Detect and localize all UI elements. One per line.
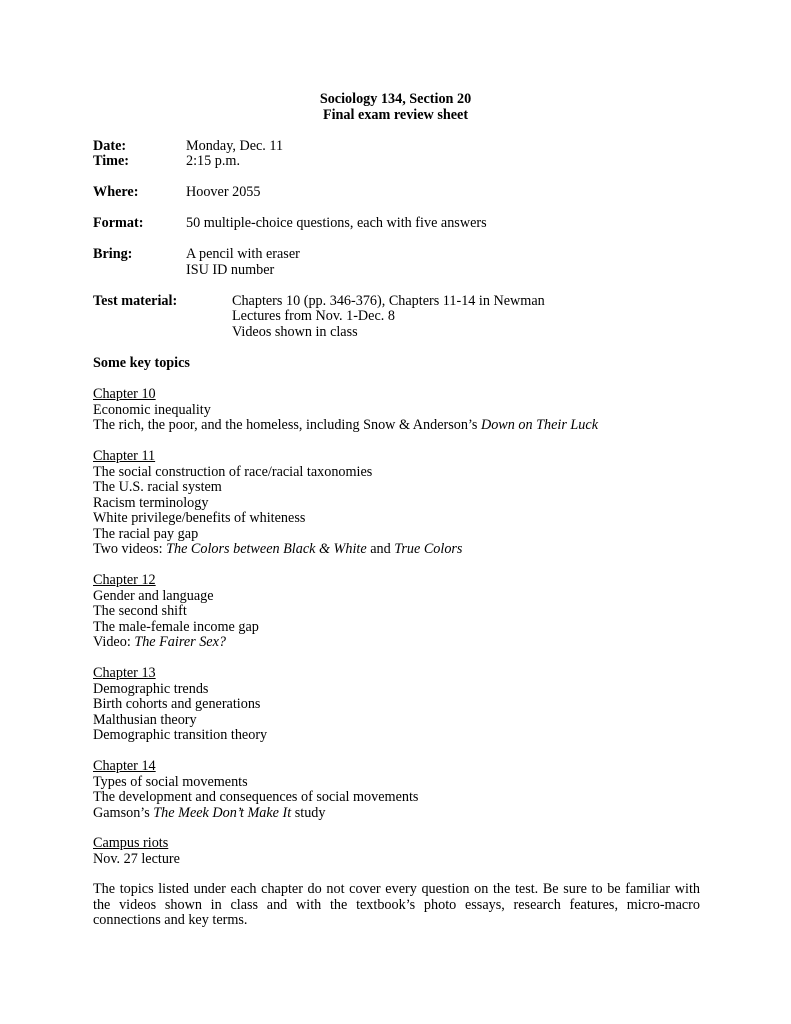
test-material-label: Test material: — [93, 293, 178, 309]
section-heading: Campus riots — [93, 835, 169, 851]
topic-item: The rich, the poor, and the homeless, including Snow & Anderson’s Down on Their Luck — [93, 417, 598, 433]
topic-item: Racism terminology — [93, 494, 209, 511]
chapter-heading: Chapter 11 — [93, 448, 156, 464]
test-material-item: Videos shown in class — [232, 324, 358, 340]
title-line-2: Final exam review sheet — [322, 106, 469, 123]
format-label: Format: — [93, 215, 144, 231]
key-topics-heading: Some key topics — [93, 355, 190, 371]
topic-item: Demographic transition theory — [93, 727, 268, 743]
topic-item: Birth cohorts and generations — [93, 696, 261, 712]
campus-riots-section — [93, 836, 180, 867]
test-material-item: Chapters 10 (pp. 346-376), Chapters 11-14 in Newman — [232, 293, 545, 309]
date-label: Date: — [93, 138, 127, 154]
chapter-10-section — [93, 387, 598, 434]
title-line-1: Sociology 134, Section 20 — [319, 91, 472, 107]
time-value: 2:15 p.m. — [186, 153, 240, 169]
topic-item: The second shift — [93, 603, 187, 619]
test-material-item: Lectures from Nov. 1-Dec. 8 — [232, 308, 395, 324]
topic-item: White privilege/benefits of whiteness — [93, 510, 306, 526]
topic-item: Demographic trends — [93, 680, 209, 697]
topic-item: Economic inequality — [93, 401, 211, 418]
closing-paragraph: The topics listed under each chapter do not cover every question on the test. Be sure to be familiar with the videos shown in class and with the textbook’s photo essays, research features, micro-macro connections and key terms. — [93, 881, 700, 928]
chapter-heading: Chapter 10 — [93, 386, 156, 402]
chapter-heading: Chapter 13 — [93, 665, 156, 681]
time-label: Time: — [93, 153, 129, 169]
topic-item: The social construction of race/racial taxonomies — [93, 463, 373, 480]
bring-item: ISU ID number — [186, 262, 275, 278]
bring-item: A pencil with eraser — [186, 246, 300, 262]
where-value: Hoover 2055 — [186, 184, 261, 200]
chapter-heading: Chapter 12 — [93, 572, 156, 588]
topic-item: Malthusian theory — [93, 711, 197, 728]
bring-label: Bring: — [93, 246, 133, 262]
chapter-heading: Chapter 14 — [93, 758, 156, 774]
date-value: Monday, Dec. 11 — [186, 138, 284, 154]
chapter-11-section — [93, 449, 462, 558]
topic-item: Types of social movements — [93, 773, 248, 790]
topic-item: The U.S. racial system — [93, 479, 222, 495]
document-title — [0, 92, 791, 123]
topic-item: The racial pay gap — [93, 525, 199, 542]
topic-item: Gender and language — [93, 587, 214, 604]
chapter-13-section — [93, 666, 267, 744]
topic-item: Two videos: The Colors between Black & White and True Colors — [93, 541, 463, 557]
chapter-12-section — [93, 573, 259, 651]
format-value: 50 multiple-choice questions, each with five answers — [186, 215, 487, 231]
topic-item: Gamson’s The Meek Don’t Make It study — [93, 804, 326, 821]
chapter-14-section — [93, 759, 418, 821]
topic-item: The male-female income gap — [93, 618, 259, 635]
where-label: Where: — [93, 184, 139, 200]
topic-item: The development and consequences of social movements — [93, 789, 419, 805]
topic-item: Nov. 27 lecture — [93, 850, 180, 867]
topic-item: Video: The Fairer Sex? — [93, 634, 226, 650]
